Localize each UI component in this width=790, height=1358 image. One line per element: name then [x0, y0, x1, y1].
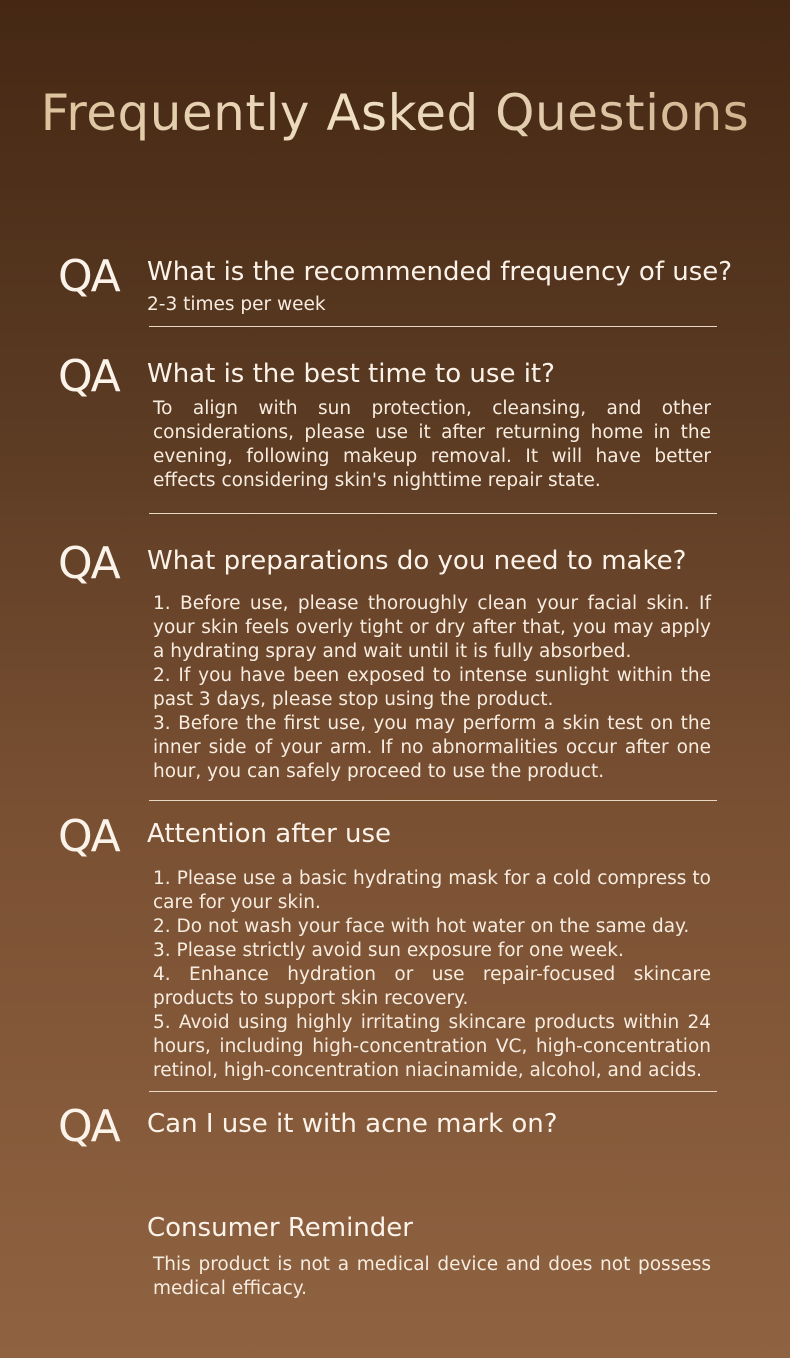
qa-mark-2: QA	[58, 351, 119, 402]
faq-answer-1-line: 2-3 times per week	[147, 294, 326, 315]
qa-mark-5: QA	[58, 1101, 119, 1152]
faq-question-4: Attention after use	[147, 819, 392, 849]
faq-answer-4-line-2: 2. Do not wash your face with hot water on the same day.	[153, 916, 690, 937]
faq-answer-3-line-1: 1. Before use, please thoroughly clean your facial skin. If your skin feels overly tight or dry after that, you may apply a hydrating spray and wait until it is fully absorbed.	[153, 593, 711, 662]
faq-answer-3-line-2: 2. If you have been exposed to intense sunlight within the past 3 days, please stop using the product.	[153, 665, 711, 710]
faq-question-5: Can I use it with acne mark on?	[147, 1109, 558, 1139]
faq-answer-4	[153, 867, 711, 1083]
qa-mark-1: QA	[58, 251, 119, 302]
divider-1	[149, 326, 717, 327]
faq-question-1: What is the recommended frequency of use?	[147, 257, 733, 287]
faq-answer-1	[147, 293, 705, 317]
faq-answer-4-line-5: 5. Avoid using highly irritating skincare products within 24 hours, including high-concentration VC, high-concentration retinol, high-concentration niacinamide, alcohol, and acids.	[153, 1012, 711, 1081]
faq-answer-3	[153, 592, 711, 784]
faq-question-3: What preparations do you need to make?	[147, 546, 687, 576]
faq-answer-2-line: To align with sun protection, cleansing, and other considerations, please use it after returning home in the evening, following makeup removal. It will have better effects considering skin's nighttime repair state.	[153, 398, 711, 491]
faq-answer-4-line-3: 3. Please strictly avoid sun exposure for one week.	[153, 940, 624, 961]
divider-4	[149, 1091, 717, 1092]
faq-answer-4-line-4: 4. Enhance hydration or use repair-focused skincare products to support skin recovery.	[153, 964, 711, 1009]
reminder-text-line: This product is not a medical device and does not possess medical efficacy.	[153, 1254, 711, 1299]
faq-answer-3-line-3: 3. Before the first use, you may perform a skin test on the inner side of your arm. If no abnormalities occur after one hour, you can safely proceed to use the product.	[153, 713, 711, 782]
page-title: Frequently Asked Questions	[0, 84, 790, 142]
reminder-heading: Consumer Reminder	[147, 1213, 413, 1243]
qa-mark-3: QA	[58, 538, 119, 589]
faq-answer-2	[153, 397, 711, 493]
faq-question-2: What is the best time to use it?	[147, 359, 555, 389]
faq-answer-4-line-1: 1. Please use a basic hydrating mask for a cold compress to care for your skin.	[153, 868, 711, 913]
divider-2	[149, 513, 717, 514]
divider-3	[149, 800, 717, 801]
reminder-text	[153, 1253, 711, 1301]
qa-mark-4: QA	[58, 811, 119, 862]
